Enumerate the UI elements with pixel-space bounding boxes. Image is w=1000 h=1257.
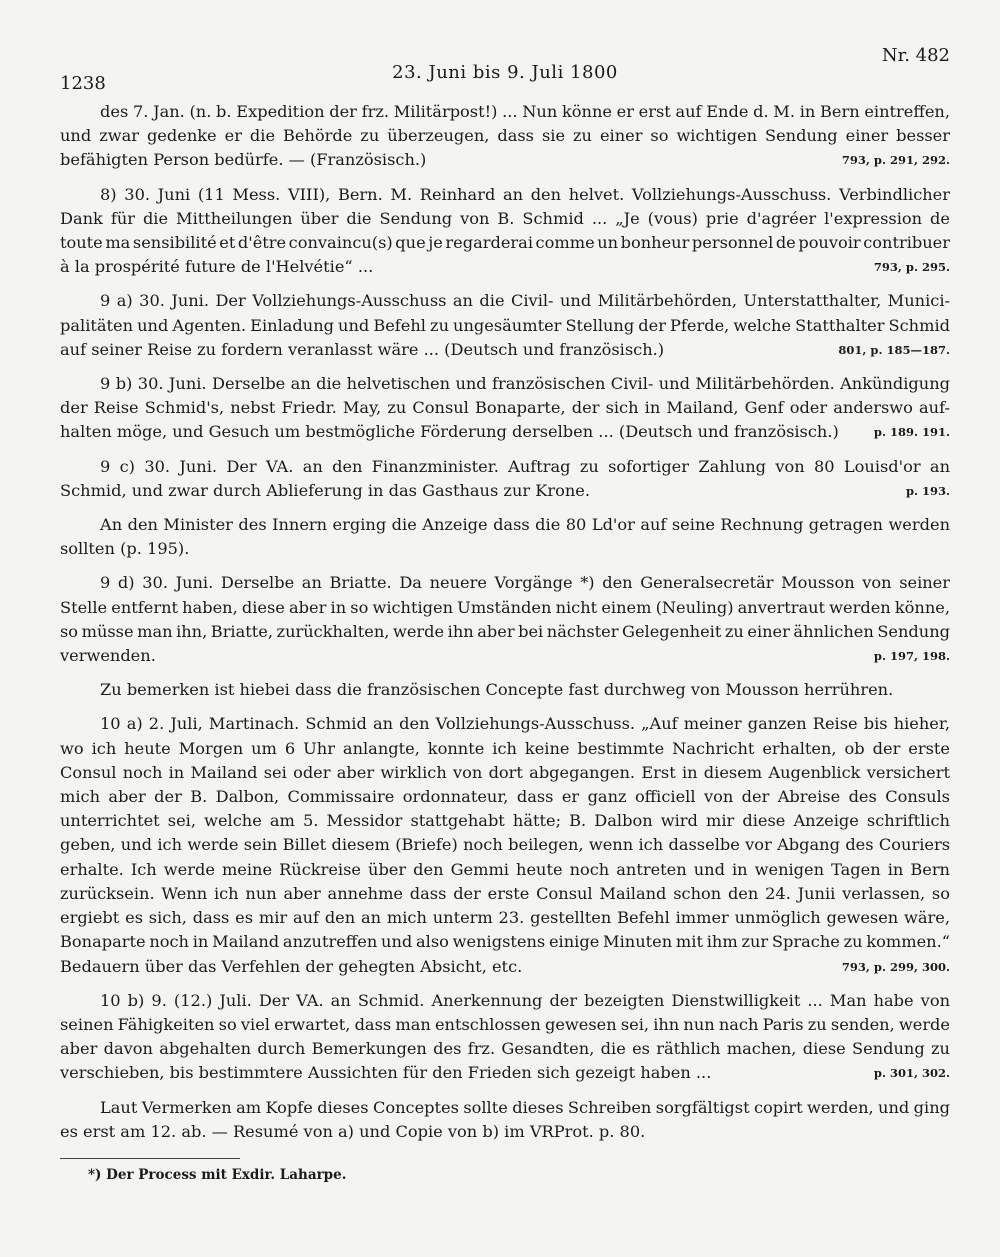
footnote-rule: [60, 1158, 240, 1159]
entry-line: 9 a) 30. Juni. Der Vollziehungs-Ausschuss an die Civil- und Militärbehörden, Unterstatthalter, Munici-: [100, 291, 950, 311]
entry-line: à la prospérité future de l'Helvétie“ ...: [60, 257, 374, 277]
entry-line: des 7. Jan. (n. b. Expedition der frz. Militärpost!) ... Nun könne er erst auf Ende d. M. in Bern eintreffen,: [100, 102, 950, 121]
entry-line: der Reise Schmid's, nebst Friedr. May, zu Consul Bonaparte, der sich in Mailand, Genf oder anderswo auf-: [60, 398, 950, 418]
entry-e9b: [60, 372, 950, 445]
entry-line: befähigten Person bedürfe. — (Französisch.): [60, 150, 427, 170]
entry-line: Laut Vermerken am Kopfe dieses Conceptes sollte dieses Schreiben sorgfältigst copirt werden, und ging: [100, 1097, 950, 1117]
entry-line: ergiebt es sich, dass es mir auf den an mich unterm 23. gestellten Befehl immer unmöglich gewesen wäre,: [60, 908, 950, 928]
reference: p. 189. 191.: [873, 425, 950, 440]
entry-line: toute ma sensibilité et d'être convaincu(s) que je regarderai comme un bonheur personnel de pouvoir contribuer: [60, 233, 950, 253]
entry-line: Stelle entfernt haben, diese aber in so wichtigen Umständen nicht einem (Neuling) anvertraut werden könne,: [60, 597, 950, 617]
entry-line: wo ich heute Morgen um 6 Uhr anlangte, konnte ich keine bestimmte Nachricht erhalten, ob der erste: [60, 738, 950, 758]
entry-line: Dank für die Mittheilungen über die Sendung von B. Schmid ... „Je (vous) prie d'agréer l'expression de: [60, 208, 950, 228]
entry-line: geben, und ich werde sein Billet diesem (Briefe) noch beilegen, wenn ich dasselbe vor Abgang des Couriers: [60, 835, 950, 855]
page-number: 1238: [60, 73, 106, 94]
entry-line: An den Minister des Innern erging die Anzeige dass die 80 Ld'or auf seine Rechnung getragen werden: [100, 515, 950, 535]
entry-e9c_note: [60, 513, 950, 561]
entry-line: aber davon abgehalten durch Bemerkungen des frz. Gesandten, die es räthlich machen, diese Sendung zu: [60, 1039, 950, 1059]
entry-line: Bedauern über das Verfehlen der gehegten Absicht, etc.: [60, 956, 523, 976]
document-body: [60, 100, 950, 1144]
entry-line: halten möge, und Gesuch um bestmögliche Förderung derselben ... (Deutsch und französisch.): [60, 422, 839, 442]
entry-e8: [60, 183, 950, 280]
entry-e9a: [60, 289, 950, 362]
entry-line: 9 b) 30. Juni. Derselbe an die helvetischen und französischen Civil- und Militärbehörden. Ankündigung: [100, 374, 950, 394]
document-number: Nr. 482: [881, 45, 950, 66]
entry-e9d_note: [60, 678, 950, 702]
page-header: [60, 0, 950, 100]
reference: 793, p. 299, 300.: [841, 959, 950, 974]
entry-line: 10 a) 2. Juli, Martinach. Schmid an den Vollziehungs-Ausschuss. „Auf meiner ganzen Reise bis hieher,: [100, 714, 950, 734]
entry-line: Bonaparte noch in Mailand anzutreffen und also wenigstens einige Minuten mit ihm zur Sprache zu kommen.“: [60, 932, 950, 952]
entry-line: Consul noch in Mailand sei oder aber wirklich von dort abgegangen. Erst in diesem Augenblick versichert: [60, 762, 950, 782]
reference: p. 193.: [905, 483, 950, 498]
reference: 793, p. 295.: [873, 260, 950, 275]
entry-line: zurücksein. Wenn ich nun aber annehme dass der erste Consul Mailand schon den 24. Junii verlassen, so: [60, 883, 950, 903]
entry-line: sollten (p. 195).: [60, 539, 190, 559]
entry-intro: [60, 100, 950, 173]
entry-line: auf seiner Reise zu fordern veranlasst wäre ... (Deutsch und französisch.): [60, 339, 665, 359]
entry-line: seinen Fähigkeiten so viel erwartet, dass man entschlossen gewesen sei, ihn nun nach Paris zu senden, werde: [60, 1014, 950, 1034]
running-head: 23. Juni bis 9. Juli 1800: [392, 62, 618, 83]
entry-line: erhalte. Ich werde meine Rückreise über den Gemmi heute noch antreten und in wenigen Tagen in Bern: [60, 859, 950, 879]
entry-e10b_note: [60, 1096, 950, 1144]
entry-line: es erst am 12. ab. — Resumé von a) und Copie von b) im VRProt. p. 80.: [60, 1121, 646, 1141]
reference: 793, p. 291, 292.: [841, 153, 950, 168]
entry-line: Schmid, und zwar durch Ablieferung in das Gasthaus zur Krone.: [60, 480, 590, 500]
entry-line: verschieben, bis bestimmtere Aussichten für den Frieden sich gezeigt haben ...: [60, 1063, 712, 1083]
entry-line: Zu bemerken ist hiebei dass die französischen Concepte fast durchweg von Mousson herrühren.: [100, 680, 894, 700]
entry-line: und zwar gedenke er die Behörde zu überzeugen, dass sie zu einer so wichtigen Sendung einer besser: [60, 126, 950, 146]
entry-line: 10 b) 9. (12.) Juli. Der VA. an Schmid. Anerkennung der bezeigten Dienstwilligkeit ... Man habe von: [100, 990, 950, 1010]
entry-line: 8) 30. Juni (11 Mess. VIII), Bern. M. Reinhard an den helvet. Vollziehungs-Ausschuss. Verbindlicher: [100, 184, 950, 204]
reference: p. 301, 302.: [873, 1066, 950, 1081]
entry-e10b: [60, 989, 950, 1086]
entry-line: mich aber der B. Dalbon, Commissaire ordonnateur, dass er ganz officiell von der Abreise des Consuls: [60, 787, 950, 807]
entry-e10a: [60, 712, 950, 978]
footnote: *) Der Process mit Exdir. Laharpe.: [88, 1166, 347, 1183]
entry-line: verwenden.: [60, 646, 156, 666]
entry-line: palitäten und Agenten. Einladung und Befehl zu ungesäumter Stellung der Pferde, welche Statthalter Schmid: [60, 315, 950, 335]
entry-line: so müsse man ihn, Briatte, zurückhalten, werde ihn aber bei nächster Gelegenheit zu einer ähnlichen Sendung: [60, 621, 950, 641]
entry-line: 9 d) 30. Juni. Derselbe an Briatte. Da neuere Vorgänge *) den Generalsecretär Mousson von seiner: [100, 573, 950, 593]
entry-e9c: [60, 455, 950, 503]
reference: p. 197, 198.: [873, 649, 950, 664]
entry-line: 9 c) 30. Juni. Der VA. an den Finanzminister. Auftrag zu sofortiger Zahlung von 80 Louisd'or an: [100, 456, 950, 476]
entry-line: unterrichtet sei, welche am 5. Messidor stattgehabt hätte; B. Dalbon wird mir diese Anzeige schriftlich: [60, 811, 950, 831]
entry-e9d: [60, 571, 950, 668]
reference: 801, p. 185—187.: [838, 342, 950, 357]
